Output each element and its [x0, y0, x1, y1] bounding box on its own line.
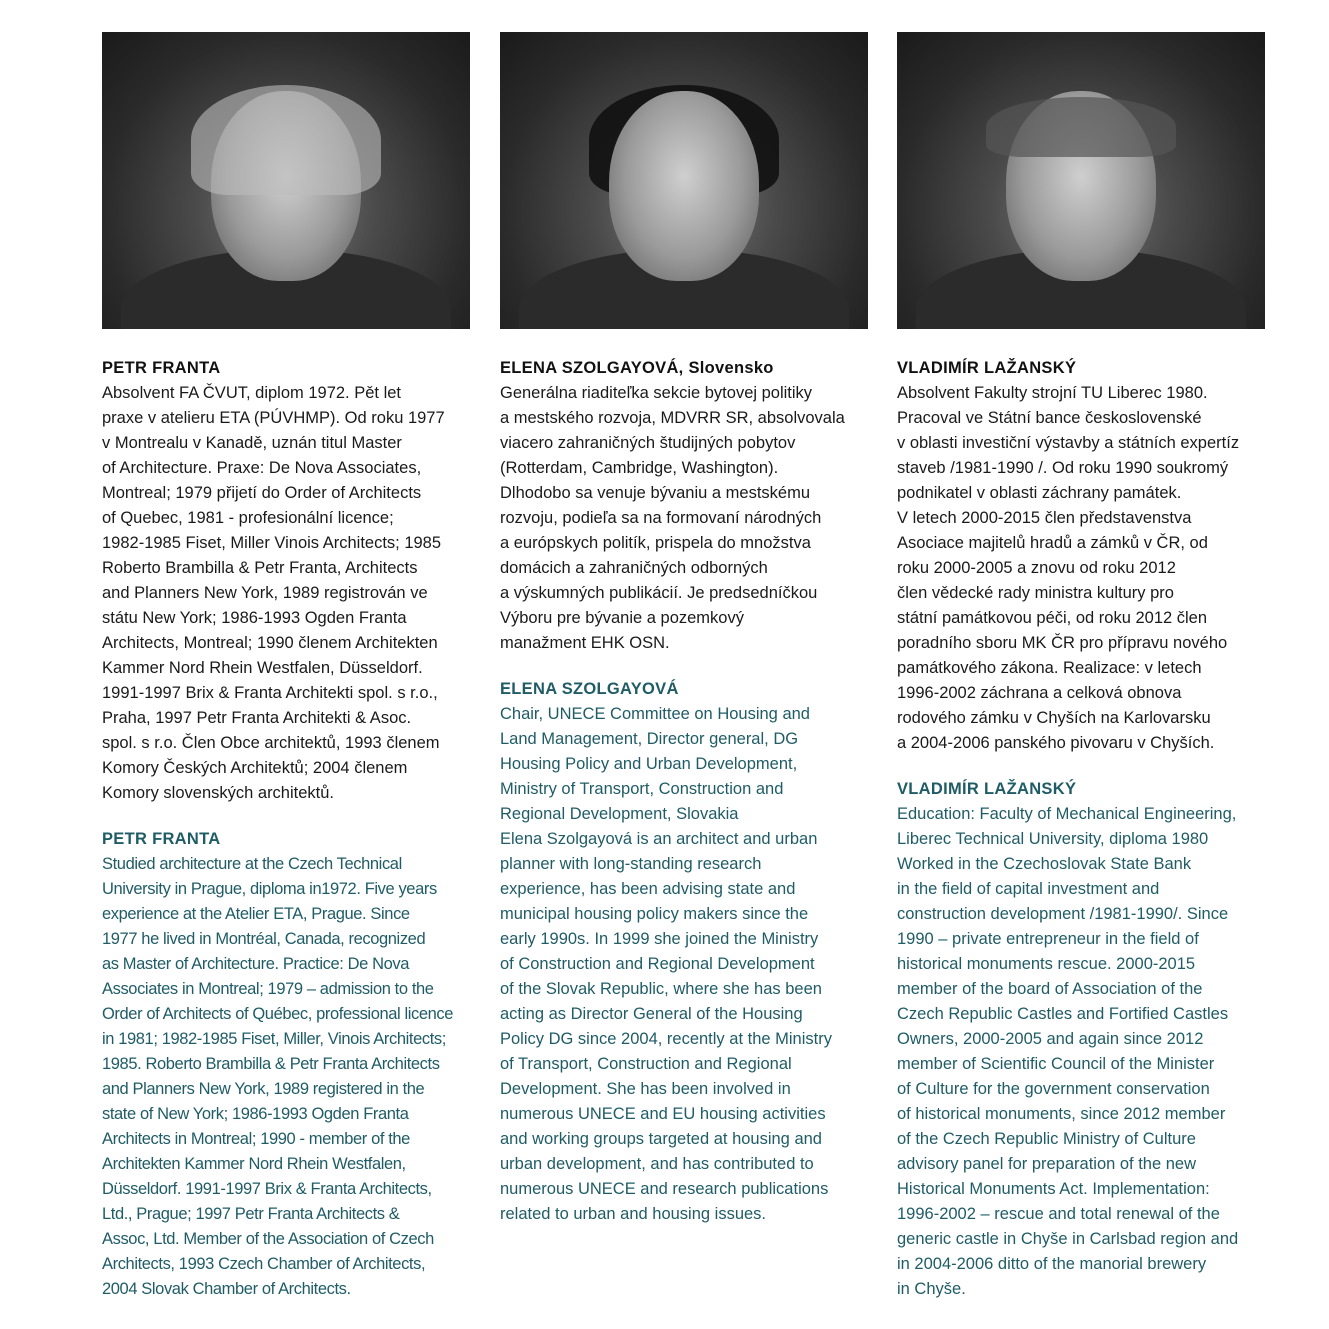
portrait-photo [500, 32, 868, 329]
portrait-photo [897, 32, 1265, 329]
profile-column-petr-franta [102, 32, 474, 1302]
czech-name-heading: VLADIMÍR LAŽANSKÝ [897, 359, 1077, 377]
profile-column-elena-szolgayova [500, 32, 872, 1227]
czech-biography: Generálna riaditeľka sekcie bytovej politiky a mestského rozvoja, MDVRR SR, absolvovala viacero zahraničných študijných pobytov (Rotterdam, Cambridge, Washington). Dlhodobo sa venuje bývaniu a mestskému rozvoju, podieľa sa na formovaní národných a európskych politík, prispela do množstva domácich a zahraničných odborných a výskumných publikácií. Je predsedníčkou Výboru pre bývanie a pozemkový manažment EHK OSN. [500, 384, 845, 652]
english-biography: Education: Faculty of Mechanical Engineering, Liberec Technical University, diploma 1980 Worked in the Czechoslovak State Bank in the field of capital investment and construction development /1981-1990/. Since 1990 – private entrepreneur in the field of historical monuments rescue. 2000-2015 member of the board of Association of the Czech Republic Castles and Fortified Castles Owners, 2000-2005 and again since 2012 member of Scientific Council of the Minister of Culture for the government conservation of historical monuments, since 2012 member of the Czech Republic Ministry of Culture advisory panel for preparation of the new Historical Monuments Act. Implementation: 1996-2002 – rescue and total renewal of the generic castle in Chyše in Carlsbad region and in 2004-2006 ditto of the manorial brewery in Chyše. [897, 805, 1239, 1298]
czech-name-heading: ELENA SZOLGAYOVÁ, Slovensko [500, 359, 774, 377]
english-name-heading: ELENA SZOLGAYOVÁ [500, 680, 679, 698]
czech-biography: Absolvent FA ČVUT, diplom 1972. Pět let praxe v atelieru ETA (PÚVHMP). Od roku 1977 v Montrealu v Kanadě, uznán titul Master of Architecture. Praxe: De Nova Associates, Montreal; 1979 přijetí do Order of Architects of Quebec, 1981 - profesionální licence; 1982-1985 Fiset, Miller Vinois Architects; 1985 Roberto Brambilla & Petr Franta, Architects and Planners New York, 1989 registrován ve státu New York; 1986-1993 Ogden Franta Architects, Montreal; 1990 členem Architekten Kammer Nord Rhein Westfalen, Düsseldorf. 1991-1997 Brix & Franta Architekti spol. s r.o., Praha, 1997 Petr Franta Architekti & Asoc. spol. s r.o. Člen Obce architektů, 1993 členem Komory Českých Architektů; 2004 členem Komory slovenských architektů. [102, 384, 445, 802]
portrait-hair [191, 85, 381, 195]
english-biography: Chair, UNECE Committee on Housing and Land Management, Director general, DG Housing Policy and Urban Development, Ministry of Transport, Construction and Regional Development, Slovakia Elena Szolgayová is an architect and urban planner with long-standing research experience, has been advising state and municipal housing policy makers since the early 1990s. In 1999 she joined the Ministry of Construction and Regional Development of the Slovak Republic, where she has been acting as Director General of the Housing Policy DG since 2004, recently at the Ministry of Transport, Construction and Regional Development. She has been involved in numerous UNECE and EU housing activities and working groups targeted at housing and urban development, and has contributed to numerous UNECE and research publications related to urban and housing issues. [500, 705, 832, 1223]
portrait-photo [102, 32, 470, 329]
portrait-hair [986, 97, 1176, 157]
english-name-heading: PETR FRANTA [102, 830, 221, 848]
english-name-heading: VLADIMÍR LAŽANSKÝ [897, 780, 1077, 798]
czech-name-heading: PETR FRANTA [102, 359, 221, 377]
portrait-face [609, 91, 759, 281]
czech-biography: Absolvent Fakulty strojní TU Liberec 1980. Pracoval ve Státní bance československé v oblasti investiční výstavby a státních expertíz staveb /1981-1990 /. Od roku 1990 soukromý podnikatel v oblasti záchrany památek. V letech 2000-2015 člen představenstva Asociace majitelů hradů a zámků v ČR, od roku 2000-2005 a znovu od roku 2012 člen vědecké rady ministra kultury pro státní památkovou péči, od roku 2012 člen poradního sboru MK ČR pro přípravu nového památkového zákona. Realizace: v letech 1996-2002 záchrana a celková obnova rodového zámku v Chyších na Karlovarsku a 2004-2006 panského pivovaru v Chyších. [897, 384, 1240, 752]
english-biography: Studied architecture at the Czech Technical University in Prague, diploma in1972. Five years experience at the Atelier ETA, Prague. Since 1977 he lived in Montréal, Canada, recognized as Master of Architecture. Practice: De Nova Associates in Montreal; 1979 – admission to the Order of Architects of Québec, professional licence in 1981; 1982-1985 Fiset, Miller, Vinois Architects; 1985. Roberto Brambilla & Petr Franta Architects and Planners New York, 1989 registered in the state of New York; 1986-1993 Ogden Franta Architects in Montreal; 1990 - member of the Architekten Kammer Nord Rhein Westfalen, Düsseldorf. 1991-1997 Brix & Franta Architects, Ltd., Prague; 1997 Petr Franta Architects & Assoc, Ltd. Member of the Association of Czech Architects, 1993 Czech Chamber of Architects, 2004 Slovak Chamber of Architects. [102, 855, 454, 1298]
profile-column-vladimir-lazansky [897, 32, 1269, 1302]
